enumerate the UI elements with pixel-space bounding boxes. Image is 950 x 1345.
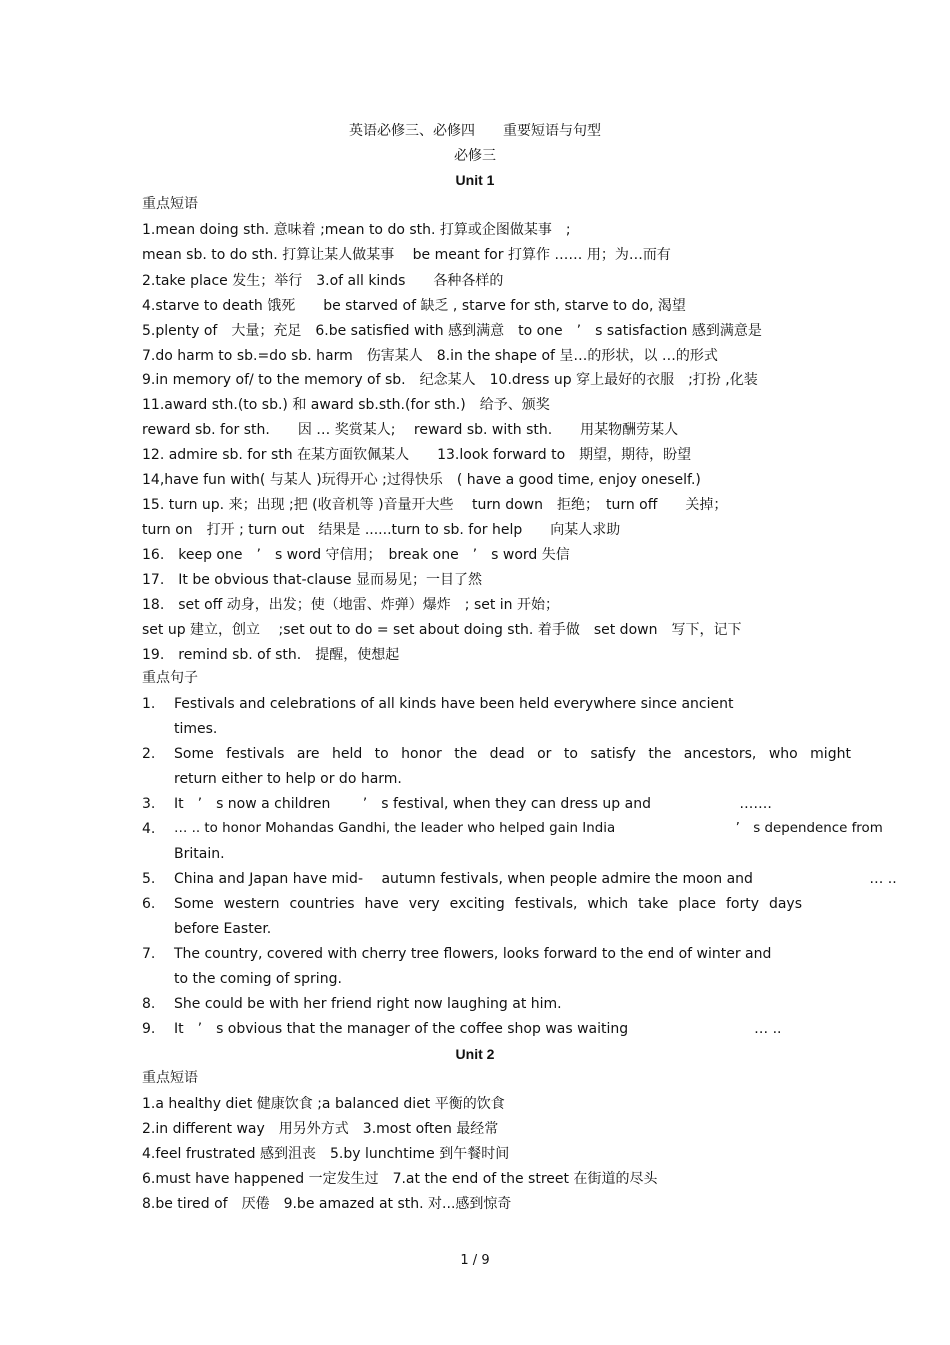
phrase-line: 18. set off 动身，出发；使（地雷、炸弹）爆炸 ; set in 开始； [142,597,559,613]
unit1-phrases-heading: 重点短语 [142,196,198,212]
phrase-line: 5.plenty of 大量；充足 6.be satisfied with 感到满意 to one ’ s satisfaction 感到满意是 [142,323,762,339]
sentence-number: 4. [142,821,156,837]
phrase-line: 7.do harm to sb.=do sb. harm 伤害某人 8.in the shape of 呈…的形状，以 …的形式 [142,348,718,364]
sentence-number: 8. [142,996,156,1012]
sentence-number: 3. [142,796,156,812]
phrase-line: turn on 打开 ; turn out 结果是 ......turn to sb. for help 向某人求助 [142,522,621,538]
phrase-line: 1.mean doing sth. 意味着 ;mean to do sth. 打算或企图做某事 ; [142,222,571,238]
sentence-number: 5. [142,871,156,887]
document-subtitle: 必修三 [454,148,496,164]
phrase-line: 16. keep one ’ s word 守信用； break one ’ s word 失信 [142,547,570,563]
document-title: 英语必修三、必修四 重要短语与句型 [349,123,601,139]
phrase-line: 17. It be obvious that-clause 显而易见；一目了然 [142,572,482,588]
unit1-sentences-heading: 重点句子 [142,670,198,686]
sentence-text: before Easter. [174,921,272,937]
sentence-number: 9. [142,1021,156,1037]
sentence-text: return either to help or do harm. [174,771,402,787]
phrase-line: 15. turn up. 来；出现 ;把 (收音机等 )音量开大些 turn down 拒绝； turn off 关掉； [142,497,728,513]
sentence-text: She could be with her friend right now laughing at him. [174,996,562,1012]
sentence-number: 1. [142,696,156,712]
phrase-line: 8.be tired of 厌倦 9.be amazed at sth. 对...感到惊奇 [142,1196,512,1212]
sentence-text: It ’ s now a children ’ s festival, when they can dress up and ……. [174,796,772,812]
sentence-text: It ’ s obvious that the manager of the coffee shop was waiting … .. [174,1021,782,1037]
phrase-line: 11.award sth.(to sb.) 和 award sb.sth.(for sth.) 给予、颁奖 [142,397,550,413]
sentence-number: 2. [142,746,156,762]
sentence-text: Some festivals are held to honor the dead or to satisfy the ancestors, who might [174,746,851,762]
phrase-line: 14,have fun with( 与某人 )玩得开心 ;过得快乐 ( have a good time, enjoy oneself.) [142,472,701,488]
sentence-text: Festivals and celebrations of all kinds have been held everywhere since ancient [174,696,734,712]
sentence-text: times. [174,721,218,737]
phrase-line: mean sb. to do sth. 打算让某人做某事 be meant for 打算作 …… 用；为…而有 [142,247,671,263]
phrase-line: 19. remind sb. of sth. 提醒，使想起 [142,647,400,663]
phrase-line: 12. admire sb. for sth 在某方面钦佩某人 13.look forward to 期望，期待，盼望 [142,447,692,463]
sentence-number: 7. [142,946,156,962]
page-number: 1 / 9 [460,1253,490,1268]
phrase-line: set up 建立，创立 ;set out to do = set about doing sth. 着手做 set down 写下，记下 [142,622,742,638]
phrase-line: 4.starve to death 饿死 be starved of 缺乏 , starve for sth, starve to do, 渴望 [142,298,686,314]
sentence-text: … .. to honor Mohandas Gandhi, the leader who helped gain India ’ s dependence from [174,821,883,836]
unit1-heading: Unit 1 [455,172,495,188]
phrase-line: 2.in different way 用另外方式 3.most often 最经常 [142,1121,499,1137]
sentence-text: to the coming of spring. [174,971,342,987]
phrase-line: 1.a healthy diet 健康饮食 ;a balanced diet 平衡的饮食 [142,1096,505,1112]
unit2-phrases-heading: 重点短语 [142,1070,198,1086]
unit2-heading: Unit 2 [455,1046,495,1062]
phrase-line: 9.in memory of/ to the memory of sb. 纪念某人 10.dress up 穿上最好的衣服 ;打扮 ,化装 [142,372,758,388]
phrase-line: reward sb. for sth. 因 … 奖赏某人; reward sb. with sth. 用某物酬劳某人 [142,422,679,438]
phrase-line: 4.feel frustrated 感到沮丧 5.by lunchtime 到午餐时间 [142,1146,510,1162]
phrase-line: 2.take place 发生；举行 3.of all kinds 各种各样的 [142,273,504,289]
sentence-text: Some western countries have very exciting festivals, which take place forty days [174,896,802,912]
phrase-line: 6.must have happened 一定发生过 7.at the end of the street 在街道的尽头 [142,1171,658,1187]
sentence-number: 6. [142,896,156,912]
sentence-text: The country, covered with cherry tree flowers, looks forward to the end of winter and [174,946,772,962]
sentence-text: Britain. [174,846,225,862]
sentence-text: China and Japan have mid- autumn festivals, when people admire the moon and … .. [174,871,897,887]
